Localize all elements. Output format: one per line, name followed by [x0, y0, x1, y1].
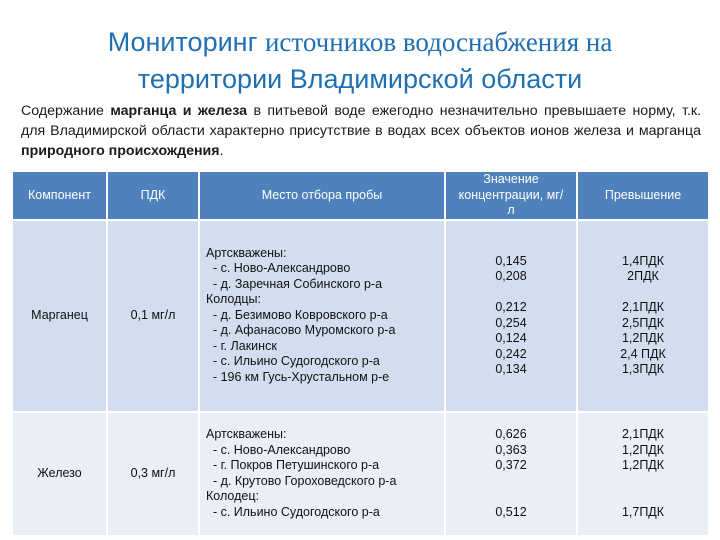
- header-component: Компонент: [13, 172, 108, 221]
- table-header-row: [13, 172, 710, 221]
- component-cell: Железо: [13, 413, 108, 537]
- concentration-cell: 0,626 0,363 0,372 0,512: [446, 413, 578, 537]
- table-row: [13, 221, 710, 413]
- intro-bold-1: марганца и железа: [110, 103, 248, 119]
- monitoring-table: [13, 172, 710, 537]
- concentration-cell: 0,145 0,208 0,212 0,254 0,124 0,242 0,134: [446, 221, 578, 413]
- header-excess: Превышение: [578, 172, 710, 221]
- excess-cell: 2,1ПДК 1,2ПДК 1,2ПДК 1,7ПДК: [578, 413, 710, 537]
- header-pdk: ПДК: [108, 172, 200, 221]
- header-place: Место отбора пробы: [200, 172, 446, 221]
- component-cell: Марганец: [13, 221, 108, 413]
- page-title: [0, 24, 720, 98]
- table-row: [13, 413, 710, 537]
- place-cell: Артскважены: - с. Ново-Александрово - д. Заречная Собинского р-а Колодцы: - д. Безимово Ковровского р-а - д. Афанасово Муромского р-а - г. Лакинск - с. Ильино Судогодского р-а - 196 км Гусь-Хрустальном р-е: [200, 221, 446, 413]
- intro-bold-2: природного происхождения: [21, 143, 220, 159]
- pdk-cell: 0,1 мг/л: [108, 221, 200, 413]
- title-line-2: территории Владимирской области: [137, 64, 583, 94]
- excess-cell: 1,4ПДК 2ПДК 2,1ПДК 2,5ПДК 1,2ПДК 2,4 ПДК 1,3ПДК: [578, 221, 710, 413]
- title-line-1: Мониторинг источников водоснабжения на: [107, 27, 613, 57]
- header-concentration: Значение концентрации, мг/л: [446, 172, 578, 221]
- pdk-cell: 0,3 мг/л: [108, 413, 200, 537]
- place-cell: Артскважены: - с. Ново-Александрово - г. Покров Петушинского р-а - д. Крутово Гороховедского р-а Колодец: - с. Ильино Судогодского р-а: [200, 413, 446, 537]
- intro-paragraph: Содержание марганца и железа в питьевой воде ежегодно незначительно превышаете норму, т.к. для Владимирской области характерно присутствие в водах всех объектов ионов железа и марганца природного происхождения.: [21, 103, 702, 159]
